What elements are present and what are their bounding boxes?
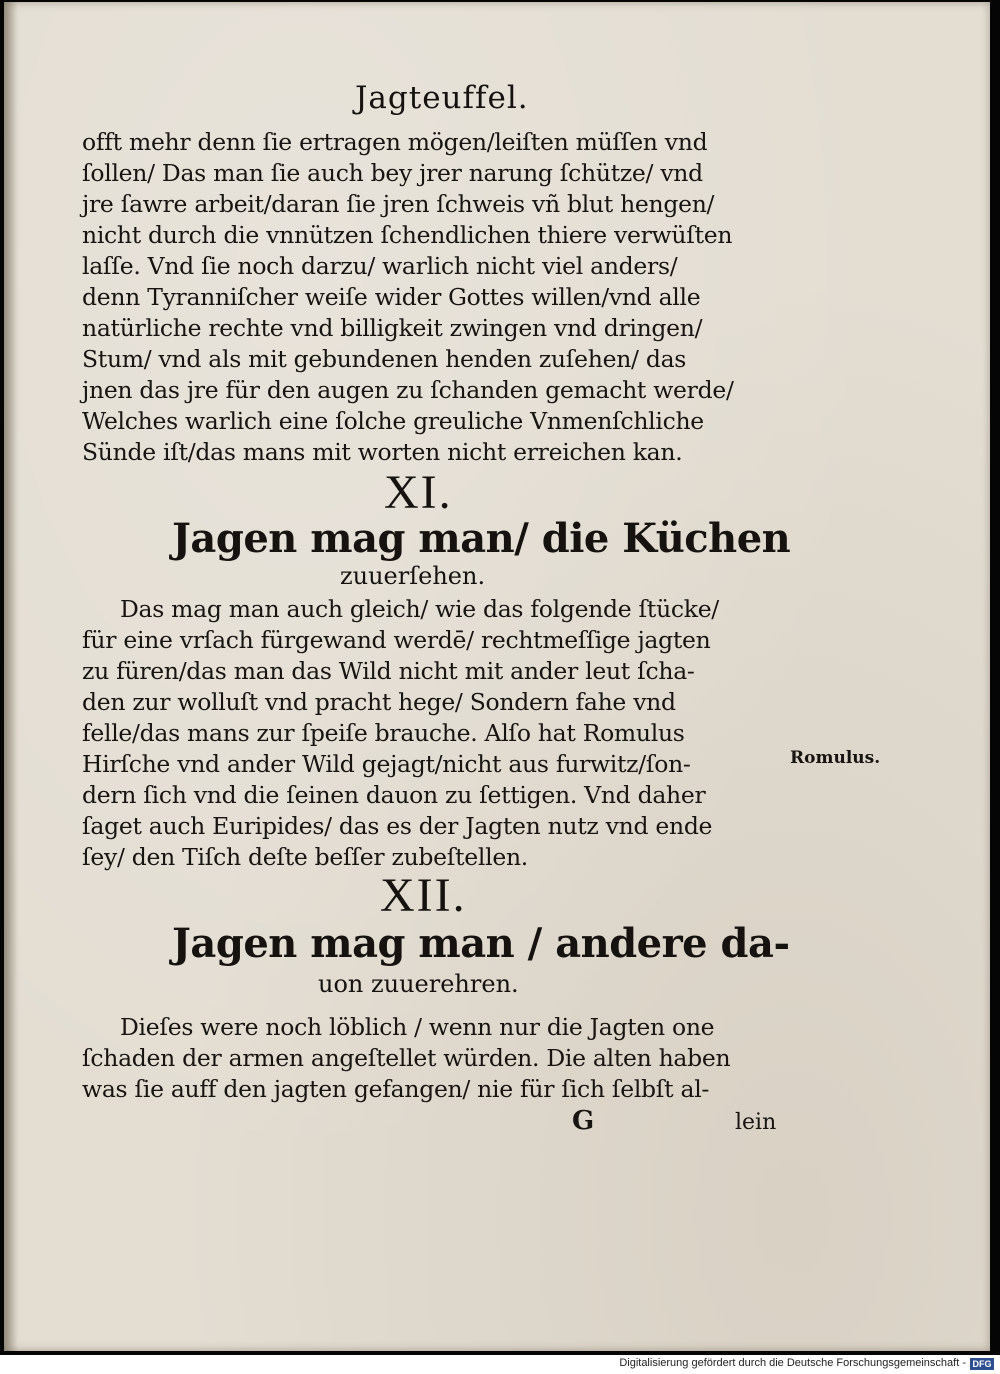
text-line: für eine vrſach fürgewand werdē/ rechtmeſſige jagten [82, 626, 711, 654]
section-number: XII. [380, 869, 467, 922]
text-line: was ſie auff den jagten gefangen/ nie für ſich ſelbſt al- [82, 1075, 710, 1103]
text-line: Hirſche vnd ander Wild gejagt/nicht aus furwitz/ſon- [82, 750, 691, 778]
text-line: nicht durch die vnnützen ſchendlichen thiere verwüſten [82, 221, 733, 249]
text-line: felle/das mans zur ſpeiſe brauche. Alſo hat Romulus [82, 719, 685, 747]
text-line: natürliche rechte vnd billigkeit zwingen vnd dringen/ [82, 314, 703, 342]
text-line: denn Tyranniſcher weiſe wider Gottes willen/vnd alle [82, 283, 701, 311]
running-head: Jagteuffel. [355, 80, 529, 116]
text-line: den zur wolluſt vnd pracht hege/ Sondern fahe vnd [82, 688, 676, 716]
section-title: Jagen mag man/ die Küchen [172, 515, 791, 562]
text-line: jre ſawre arbeit/daran ſie jren ſchweis vñ blut hengen/ [82, 190, 715, 218]
text-line: Sünde iſt/das mans mit worten nicht erreichen kan. [82, 438, 683, 466]
footer-bar [0, 1355, 1000, 1374]
text-line: ſchaden der armen angeſtellet würden. Die alten haben [82, 1044, 731, 1072]
section-title-continuation: uon zuuerehren. [318, 970, 519, 998]
text-line: laſſe. Vnd ſie noch darzu/ warlich nicht viel anders/ [82, 252, 678, 280]
gutter-shadow [4, 2, 18, 1351]
text-line: Stum/ vnd als mit gebundenen henden zuſehen/ das [82, 345, 687, 373]
section-title: Jagen mag man / andere da- [172, 920, 790, 967]
text-line: Dieſes were noch löblich / wenn nur die Jagten one [120, 1013, 715, 1041]
text-line: zu füren/das man das Wild nicht mit ander leut ſcha- [82, 657, 695, 685]
text-line: Das mag man auch gleich/ wie das folgende ſtücke/ [120, 595, 719, 623]
dfg-logo-icon[interactable]: DFG [970, 1358, 994, 1370]
section-number: XI. [384, 466, 453, 519]
signature-mark: G [572, 1106, 595, 1136]
text-line: ſollen/ Das man ſie auch bey jrer narung ſchütze/ vnd [82, 159, 703, 187]
margin-note: Romulus. [790, 748, 881, 768]
text-line: Welches warlich eine ſolche greuliche Vnmenſchliche [82, 407, 704, 435]
text-line: dern ſich vnd die ſeinen dauon zu ſettigen. Vnd daher [82, 781, 706, 809]
section-title-continuation: zuuerſehen. [340, 562, 486, 590]
text-line: jnen das jre für den augen zu ſchanden gemacht werde/ [82, 376, 734, 404]
text-line: ſey/ den Tiſch deſte beſſer zubeſtellen. [82, 843, 528, 871]
text-line: offt mehr denn ſie ertragen mögen/leiſten müſſen vnd [82, 128, 708, 156]
footer-credit: Digitalisierung gefördert durch die Deutsche Forschungsgemeinschaft - [619, 1357, 966, 1369]
text-line: ſaget auch Euripides/ das es der Jagten nutz vnd ende [82, 812, 713, 840]
catchword: lein [735, 1110, 777, 1135]
